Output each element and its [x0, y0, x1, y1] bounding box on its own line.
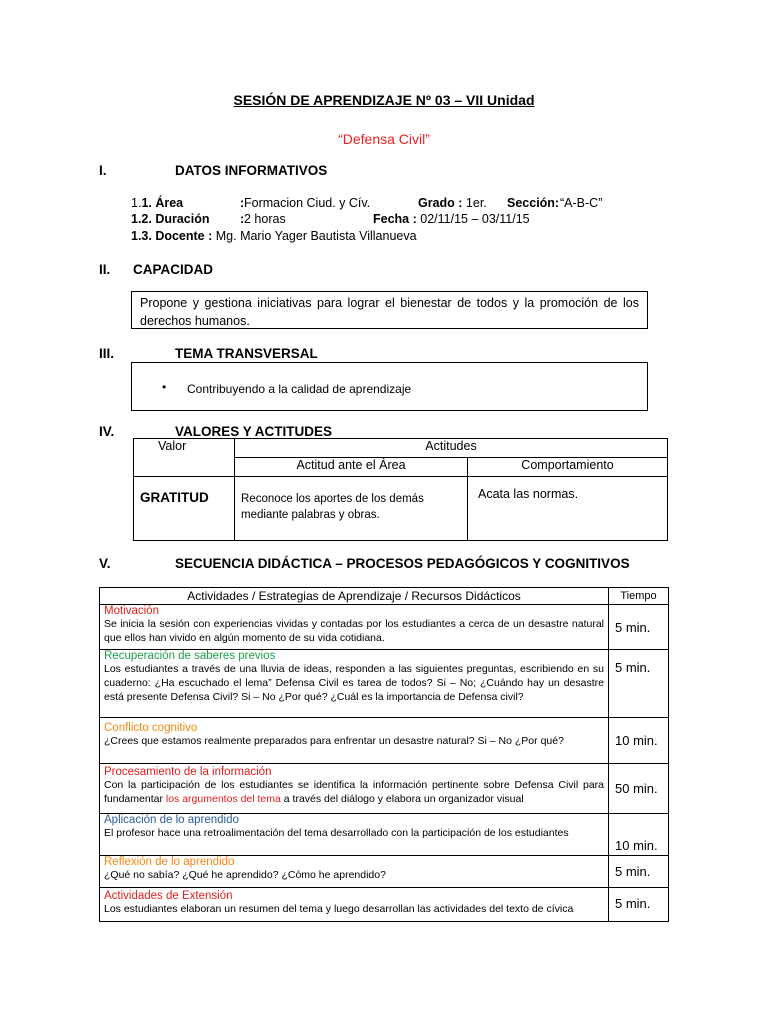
row-text: ¿Crees que estamos realmente preparados para enfrentar un desastre natural? Si – No ¿Por qué?: [104, 735, 564, 747]
area-separator: :: [240, 196, 245, 210]
row-time: 50 min.: [609, 764, 669, 814]
section-5-title: SECUENCIA DIDÁCTICA – PROCESOS PEDAGÓGICOS Y COGNITIVOS: [175, 556, 630, 571]
table-row: [100, 814, 669, 856]
header-actividades: Actividades / Estrategias de Aprendizaje / Recursos Didácticos: [100, 588, 609, 605]
comportamiento-text: Acata las normas.: [468, 477, 668, 541]
bullet-icon: •: [162, 380, 167, 394]
actitud-text: Reconoce los aportes de los demás mediante palabras y obras.: [235, 477, 468, 541]
table-row: [100, 856, 669, 888]
row-heading-motivacion: Motivación: [104, 605, 159, 617]
area-label: 1.1. Área: [131, 196, 184, 210]
fecha-label: Fecha : 02/11/15 – 03/11/15: [373, 212, 530, 226]
section-3-number: III.: [99, 346, 115, 361]
row-text: ¿Qué no sabía? ¿Qué he aprendido? ¿Cómo he aprendido?: [104, 869, 386, 881]
docente-label: 1.3. Docente : Mg. Mario Yager Bautista Villanueva: [131, 229, 417, 243]
row-heading-aplicacion: Aplicación de lo aprendido: [104, 814, 239, 826]
tema-box: [131, 362, 648, 411]
section-4-number: IV.: [99, 424, 115, 439]
row-time: 5 min.: [609, 888, 669, 922]
row-heading-reflexion: Reflexión de lo aprendido: [104, 856, 235, 868]
section-1-number: I.: [99, 163, 107, 178]
row-text: Los estudiantes a través de una lluvia de ideas, responden a las siguientes preguntas, escribiendo en su cuaderno: ¿Ha escuchado el lema” Defensa Civil es tarea de todos? Si – No; ¿Cuándo hay un desastre está presente Defensa Civil? Si – No ¿Por qué? ¿Cuál es la importancia de Defensa civil?: [104, 663, 604, 703]
row-time: 5 min.: [609, 856, 669, 888]
row-text: Se inicia la sesión con experiencias vividas y contadas por los estudiantes a cerca de un desastre natural que ellos han vivido en algún momento de su vida cotidiana.: [104, 618, 604, 644]
seccion-value: “A-B-C”: [560, 196, 603, 210]
row-text: Con la participación de los estudiantes se identifica la información pertinente sobre Defensa Civil para fundamentar los argumentos del tema a través del diálogo y elabora un organizador visual: [104, 779, 604, 805]
duracion-value: 2 horas: [244, 212, 286, 226]
row-heading-conflicto: Conflicto cognitivo: [104, 722, 198, 734]
valor-gratitud: GRATITUD: [134, 477, 235, 541]
section-5-number: V.: [99, 556, 111, 571]
row-text: Los estudiantes elaboran un resumen del tema y luego desarrollan las actividades del texto de cívica: [104, 903, 574, 915]
row-time: 10 min.: [609, 814, 669, 856]
row-heading-extension: Actividades de Extensión: [104, 890, 233, 902]
grado-label: Grado : 1er.: [418, 196, 487, 210]
area-value: Formacion Ciud. y Cív.: [244, 196, 371, 210]
section-4-title: VALORES Y ACTITUDES: [175, 424, 333, 439]
page-title: SESIÓN DE APRENDIZAJE Nº 03 – VII Unidad: [233, 92, 535, 108]
table-row: [100, 718, 669, 764]
valores-table: [133, 438, 668, 541]
table-row: [100, 650, 669, 718]
tema-item: Contribuyendo a la calidad de aprendizaje: [187, 382, 412, 396]
row-text: El profesor hace una retroalimentación del tema desarrollado con la participación de los estudiantes: [104, 827, 569, 839]
table-row: [100, 888, 669, 922]
row-heading-procesamiento: Procesamiento de la información: [104, 766, 272, 778]
section-2-title: CAPACIDAD: [133, 262, 213, 277]
header-actitudes: Actitudes: [235, 439, 668, 458]
row-heading-saberes-previos: Recuperación de saberes previos: [104, 650, 276, 662]
duracion-separator: :: [240, 212, 245, 226]
capacidad-box: Propone y gestiona iniciativas para lograr el bienestar de todos y la promoción de los derechos humanos.: [131, 291, 648, 329]
table-row: [100, 764, 669, 814]
row-time: 10 min.: [609, 718, 669, 764]
seccion-label: Sección:: [507, 196, 560, 210]
page-subtitle: “Defensa Civil”: [338, 131, 430, 147]
section-3-title: TEMA TRANSVERSAL: [175, 346, 318, 361]
row-time: 5 min.: [609, 605, 669, 650]
secuencia-table: [99, 587, 669, 922]
duracion-label: 1.2. Duración: [131, 212, 210, 226]
row-time: 5 min.: [609, 650, 669, 718]
header-tiempo: Tiempo: [609, 588, 669, 605]
header-comportamiento: Comportamiento: [468, 458, 668, 477]
header-valor: Valor: [134, 439, 235, 477]
highlight-text: los argumentos del tema: [165, 793, 281, 805]
section-1-title: DATOS INFORMATIVOS: [175, 163, 328, 178]
table-row: [100, 605, 669, 650]
section-2-number: II.: [99, 262, 111, 277]
header-actitud-area: Actitud ante el Área: [235, 458, 468, 477]
